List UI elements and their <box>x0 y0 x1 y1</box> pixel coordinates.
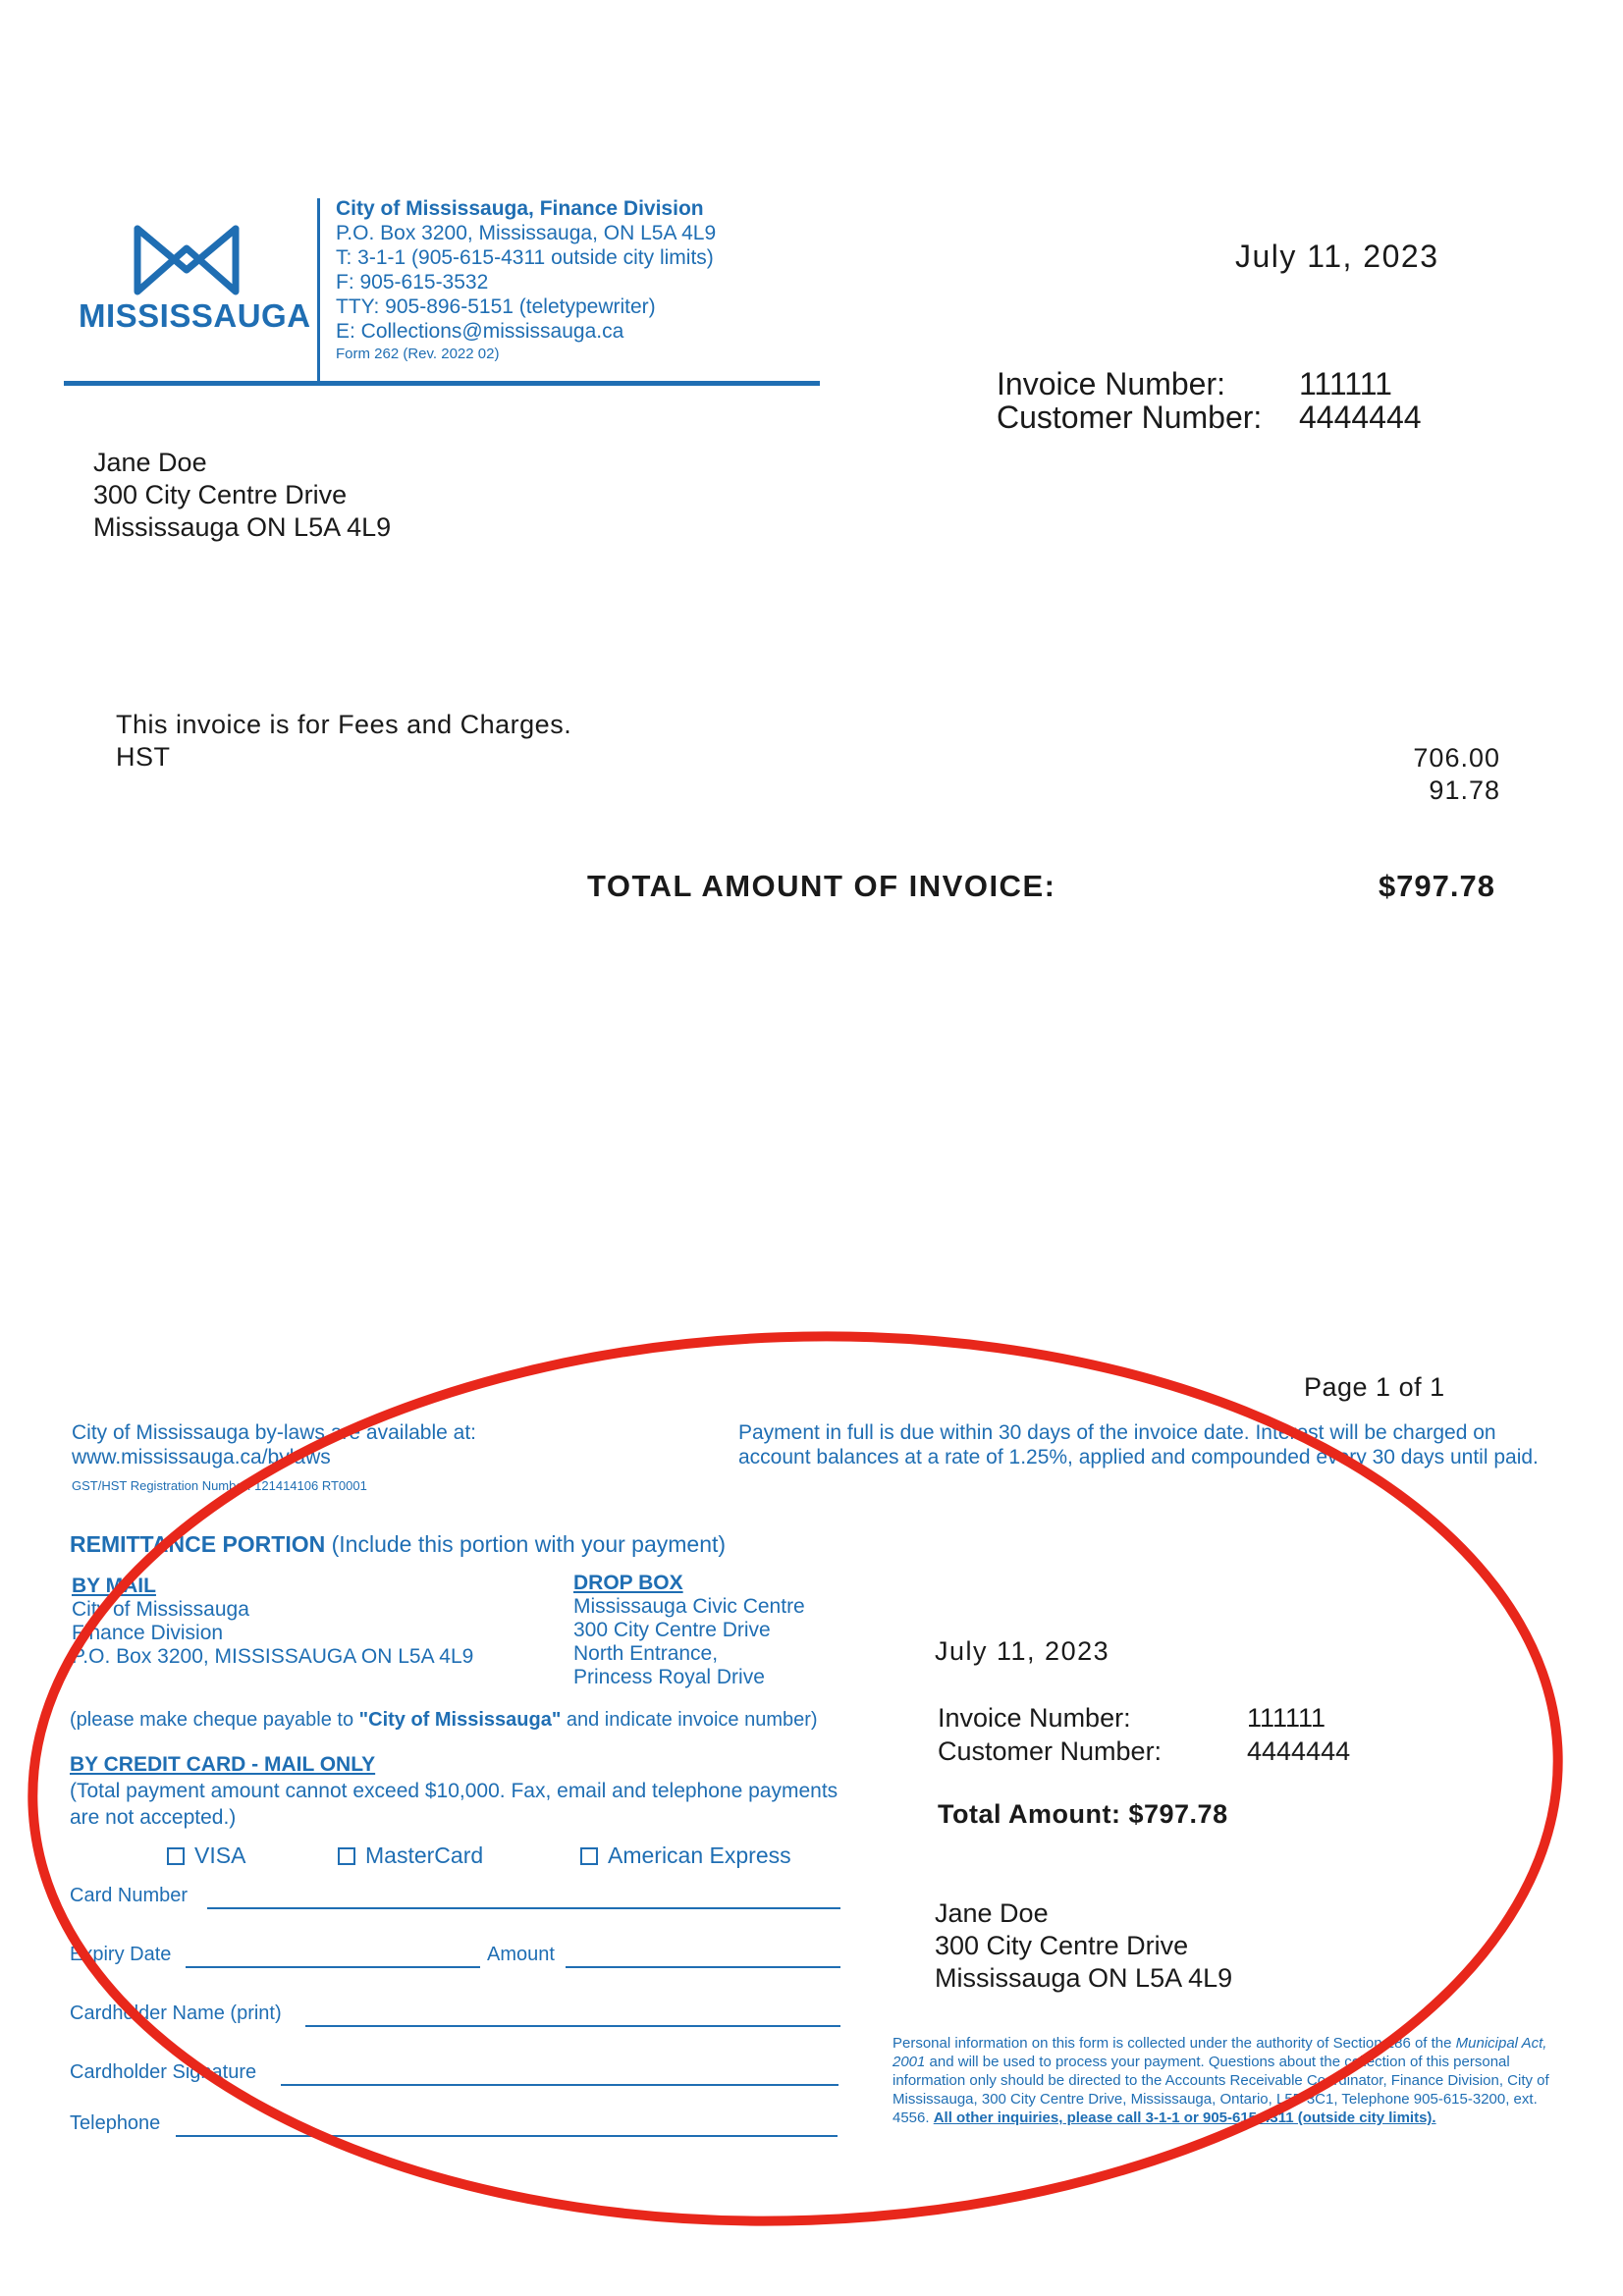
logo-text: MISSISSAUGA <box>79 297 311 334</box>
cheque-note <box>70 1709 818 1732</box>
privacy-inquiry-link[interactable]: All other inquiries, please call 3-1-1 or 905-615-4311 (outside city limits). <box>933 2109 1436 2126</box>
credit-card-title: BY CREDIT CARD - MAIL ONLY <box>70 1753 376 1776</box>
header-rule <box>64 381 820 386</box>
cardholder-name-label: Cardholder Name (print) <box>70 2002 282 2024</box>
credit-card-block <box>70 1751 855 1831</box>
privacy-act: Municipal Act, 2001 <box>893 2035 1547 2070</box>
amex-option[interactable] <box>580 1842 791 1869</box>
telephone-label: Telephone <box>70 2112 161 2134</box>
invoice-id-values <box>1299 367 1422 434</box>
total-label: TOTAL AMOUNT OF INVOICE: <box>587 869 1056 903</box>
drop-box-block <box>573 1572 805 1689</box>
org-tty: TTY: 905-896-5151 (teletypewriter) <box>336 295 656 318</box>
remittance-customer-name: Jane Doe <box>935 1898 1049 1928</box>
remittance-id-labels <box>938 1701 1162 1768</box>
cheque-note-pre: (please make cheque payable to <box>70 1709 359 1731</box>
invoice-date: July 11, 2023 <box>1235 239 1439 274</box>
drop-box-title: DROP BOX <box>573 1572 683 1594</box>
remittance-heading <box>70 1531 726 1558</box>
remittance-customer-city: Mississauga ON L5A 4L9 <box>935 1963 1233 1993</box>
bylaws-text: City of Mississauga by-laws are available at: <box>72 1421 477 1444</box>
remittance-invoice-number: 111111 <box>1247 1703 1326 1733</box>
mississauga-logo-icon <box>74 221 299 304</box>
org-address: P.O. Box 3200, Mississauga, ON L5A 4L9 <box>336 222 717 244</box>
cheque-payee: "City of Mississauga" <box>358 1709 562 1731</box>
visa-checkbox[interactable] <box>167 1847 185 1865</box>
invoice-number-label: Invoice Number: <box>997 366 1225 401</box>
charge-description <box>116 709 571 774</box>
privacy-notice <box>893 2034 1570 2127</box>
org-phone: T: 3-1-1 (905-615-4311 outside city limits) <box>336 246 714 269</box>
charge-amount: 706.00 <box>1413 743 1500 773</box>
by-mail-line: Finance Division <box>72 1622 224 1644</box>
page-indicator: Page 1 of 1 <box>1304 1372 1445 1402</box>
drop-box-line: 300 City Centre Drive <box>573 1619 771 1641</box>
credit-card-note: (Total payment amount cannot exceed $10,000. Fax, email and telephone payments are not accepted.) <box>70 1780 839 1829</box>
signature-label: Cardholder Signature <box>70 2061 257 2083</box>
remittance-customer-number: 4444444 <box>1247 1736 1351 1766</box>
tax-amount: 91.78 <box>1429 775 1500 805</box>
payment-terms: Payment in full is due within 30 days of the invoice date. Interest will be charged on account balances at a rate of 1.25%, applied and compounded every 30 days until paid. <box>738 1421 1539 1468</box>
customer-name: Jane Doe <box>93 448 207 477</box>
customer-city: Mississauga ON L5A 4L9 <box>93 512 392 542</box>
mastercard-checkbox[interactable] <box>338 1847 355 1865</box>
gst-registration: GST/HST Registration Number: 121414106 RT0001 <box>72 1478 367 1493</box>
expiry-date-field[interactable] <box>186 1966 480 1968</box>
customer-address <box>93 447 391 544</box>
header-divider <box>317 198 320 383</box>
cheque-note-post: and indicate invoice number) <box>561 1709 818 1731</box>
amex-checkbox[interactable] <box>580 1847 598 1865</box>
telephone-field[interactable] <box>176 2135 838 2137</box>
amount-field[interactable] <box>566 1966 840 1968</box>
remittance-date: July 11, 2023 <box>935 1636 1110 1666</box>
remittance-total <box>938 1799 1228 1830</box>
visa-label: VISA <box>194 1842 246 1868</box>
customer-number: 4444444 <box>1299 400 1422 435</box>
form-number: Form 262 (Rev. 2022 02) <box>336 346 500 362</box>
remittance-total-label: Total Amount: <box>938 1799 1121 1829</box>
drop-box-line: Mississauga Civic Centre <box>573 1595 805 1618</box>
drop-box-line: North Entrance, <box>573 1642 719 1665</box>
remittance-heading-bold: REMITTANCE PORTION <box>70 1531 326 1557</box>
bylaws-url: www.mississauga.ca/bylaws <box>72 1446 331 1468</box>
privacy-text: Personal information on this form is collected under the authority of Section 286 of the <box>893 2035 1456 2052</box>
privacy-text-2: and will be used to process your payment. Questions about the collection of this personal information only should be directed to the Accounts Receivable Coordinator, Finance Division, City of Mississauga, 300 City Centre Drive, Mississauga, Ontario, L5B 3C1, Telephone 905-615-3200, ext. 4556. <box>893 2054 1549 2126</box>
expiry-date-label: Expiry Date <box>70 1944 172 1965</box>
customer-street: 300 City Centre Drive <box>93 480 348 509</box>
remittance-total-amount: $797.78 <box>1128 1799 1228 1829</box>
total-amount: $797.78 <box>1378 869 1495 903</box>
org-fax: F: 905-615-3532 <box>336 271 489 294</box>
by-mail-line: P.O. Box 3200, MISSISSAUGA ON L5A 4L9 <box>72 1645 474 1668</box>
mastercard-label: MasterCard <box>365 1842 484 1868</box>
org-email: E: Collections@mississauga.ca <box>336 320 624 343</box>
by-mail-block <box>72 1575 473 1669</box>
card-number-field[interactable] <box>207 1907 840 1909</box>
charge-amounts <box>1413 742 1500 807</box>
customer-number-label: Customer Number: <box>997 400 1263 435</box>
mastercard-option[interactable] <box>338 1842 483 1869</box>
visa-option[interactable] <box>167 1842 245 1869</box>
tax-label: HST <box>116 742 171 772</box>
invoice-number: 111111 <box>1299 366 1392 401</box>
org-title: City of Mississauga, Finance Division <box>336 197 704 220</box>
signature-field[interactable] <box>281 2084 839 2086</box>
org-info <box>336 196 716 365</box>
by-mail-title: BY MAIL <box>72 1575 156 1597</box>
remittance-heading-note: (Include this portion with your payment) <box>325 1531 727 1557</box>
amount-label: Amount <box>487 1944 555 1965</box>
by-mail-line: City of Mississauga <box>72 1598 249 1621</box>
charge-description-text: This invoice is for Fees and Charges. <box>116 710 572 739</box>
bylaws-note <box>72 1420 476 1469</box>
remittance-customer-street: 300 City Centre Drive <box>935 1931 1189 1960</box>
remittance-address <box>935 1897 1232 1995</box>
cardholder-name-field[interactable] <box>305 2025 840 2027</box>
remittance-invoice-number-label: Invoice Number: <box>938 1703 1131 1733</box>
card-number-label: Card Number <box>70 1885 189 1906</box>
amex-label: American Express <box>608 1842 791 1868</box>
remittance-customer-number-label: Customer Number: <box>938 1736 1163 1766</box>
drop-box-line: Princess Royal Drive <box>573 1666 765 1688</box>
invoice-id-labels <box>997 367 1262 434</box>
remittance-id-values <box>1247 1701 1350 1768</box>
